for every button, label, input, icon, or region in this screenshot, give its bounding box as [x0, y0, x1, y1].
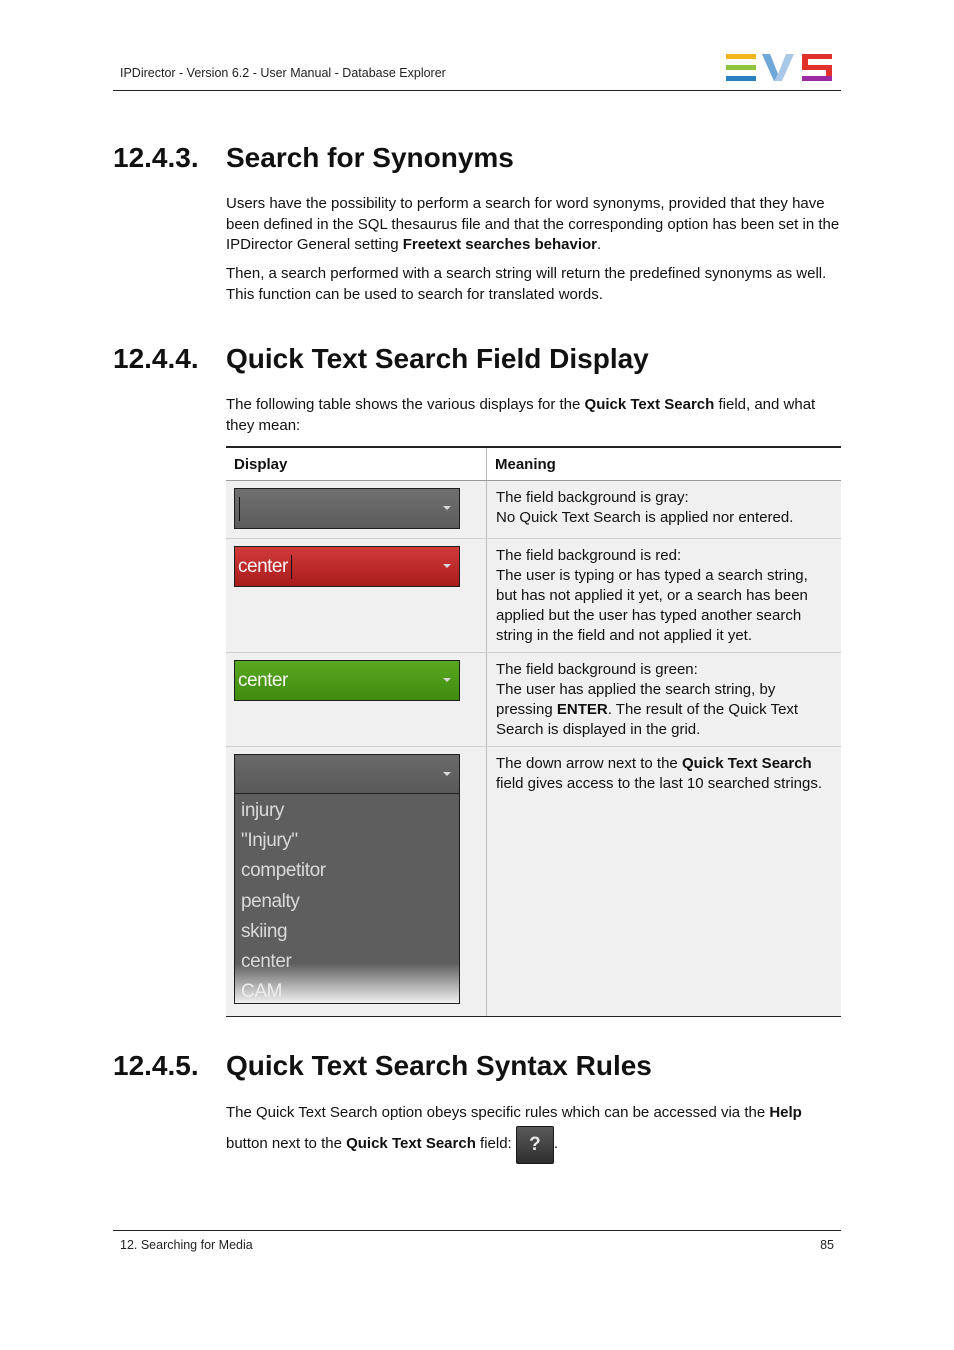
history-item[interactable]: CAM — [241, 981, 283, 1003]
history-item[interactable]: penalty — [241, 890, 300, 912]
paragraph-field-display-intro: The following table shows the various displays for the Quick Text Search field, and what they mean: — [226, 396, 816, 434]
setting-name: Freetext searches behavior — [402, 236, 598, 253]
chevron-down-icon[interactable] — [443, 772, 451, 776]
meaning-cell: The field background is gray: No Quick Text Search is applied nor entered. — [496, 489, 794, 526]
history-item[interactable]: competitor — [241, 860, 326, 882]
paragraph-syntax-rules-2: button next to the Quick Text Search field: ? . — [226, 1124, 840, 1164]
section-number: 12.4.4. — [113, 343, 199, 374]
chevron-down-icon[interactable] — [443, 564, 451, 568]
meaning-cell: The down arrow next to the Quick Text Search field gives access to the last 10 searched strings. — [496, 755, 823, 792]
help-button[interactable]: ? — [516, 1126, 554, 1164]
history-item[interactable]: injury — [241, 800, 285, 821]
section-heading-synonyms — [113, 142, 514, 174]
table-row — [226, 539, 841, 653]
evs-logo — [726, 54, 834, 82]
table-row — [226, 481, 841, 539]
section-heading-syntax-rules — [113, 1050, 652, 1082]
page-number: 85 — [820, 1238, 834, 1252]
chevron-down-icon[interactable] — [443, 506, 451, 510]
footer-chapter: 12. Searching for Media — [120, 1238, 253, 1252]
field-value: center — [238, 556, 288, 577]
section-title: Quick Text Search Field Display — [226, 343, 649, 374]
table-row — [226, 653, 841, 747]
table-row — [226, 747, 841, 1017]
field-value: center — [238, 670, 288, 691]
history-item[interactable]: skiing — [241, 920, 288, 942]
quick-text-search-history-dropdown[interactable] — [234, 754, 460, 1004]
quick-text-search-field-red[interactable] — [234, 546, 460, 587]
section-heading-field-display — [113, 343, 649, 375]
search-history-list — [241, 798, 326, 1009]
header-title: IPDirector - Version 6.2 - User Manual - Database Explorer — [120, 66, 446, 80]
dropdown-field[interactable] — [235, 755, 459, 794]
history-item[interactable]: "Injury" — [241, 830, 298, 852]
header-rule — [113, 90, 841, 91]
section-number: 12.4.5. — [113, 1050, 199, 1081]
quick-text-search-field-green[interactable] — [234, 660, 460, 701]
paragraph-synonyms-2: Then, a search performed with a search string will return the predefined synonyms as well. This function can be used to search for translated words. — [226, 265, 827, 303]
table-header-row — [226, 447, 841, 481]
paragraph-synonyms-1: Users have the possibility to perform a search for word synonyms, provided that they have been defined in the SQL thesaurus file and that the corresponding option has been set in the IPDirector General setting Freetext searches behavior. — [226, 195, 840, 253]
section-title: Search for Synonyms — [226, 142, 514, 173]
section-number: 12.4.3. — [113, 142, 199, 173]
field-display-table — [226, 446, 841, 1017]
section-title: Quick Text Search Syntax Rules — [226, 1050, 652, 1081]
text-caret — [291, 555, 292, 579]
history-item[interactable]: center — [241, 950, 292, 972]
text-caret — [239, 497, 240, 521]
quick-text-search-field-gray[interactable] — [234, 488, 460, 529]
paragraph-syntax-rules-1: The Quick Text Search option obeys specific rules which can be accessed via the Help — [226, 1104, 802, 1121]
meaning-cell: The field background is red: The user is typing or has typed a search string, but has not applied it yet, or a search has been applied but the user has typed another search string in the field and not applied it yet. — [496, 547, 808, 644]
column-header-display: Display — [226, 447, 487, 481]
chevron-down-icon[interactable] — [443, 678, 451, 682]
column-header-meaning: Meaning — [487, 447, 842, 481]
meaning-cell: The field background is green: The user has applied the search string, by pressing ENTER. The result of the Quick Text Search is displayed in the grid. — [496, 661, 799, 738]
footer-rule — [113, 1230, 841, 1231]
